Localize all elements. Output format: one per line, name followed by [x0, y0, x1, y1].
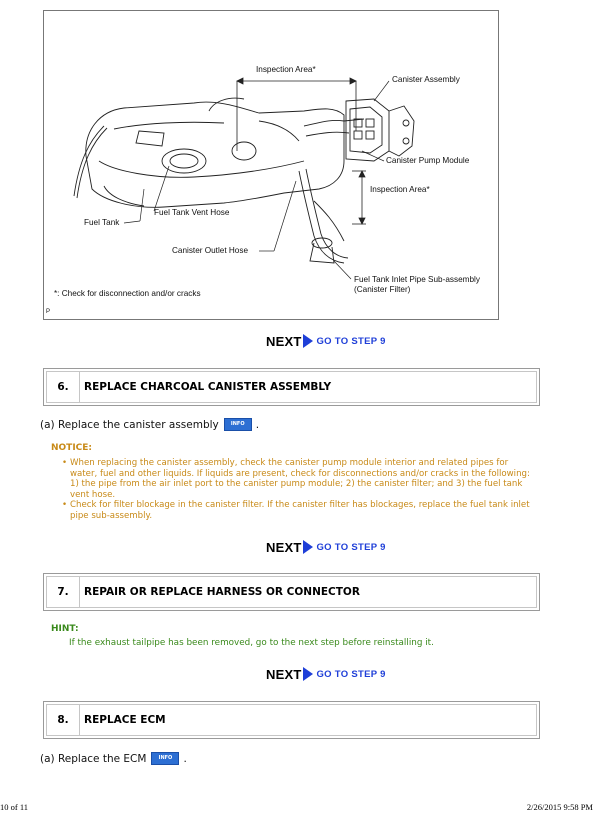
info-button[interactable]: INFO	[224, 418, 252, 431]
next-label: NEXT	[266, 666, 302, 682]
step-7-header	[43, 573, 540, 611]
arrow-right-icon	[303, 667, 313, 681]
period: .	[183, 752, 187, 765]
label-inspection-area-top: Inspection Area*	[256, 65, 316, 74]
label-canister-assembly: Canister Assembly	[392, 75, 460, 84]
instruction-text: (a) Replace the canister assembly	[40, 418, 219, 431]
notice-list	[62, 458, 532, 522]
arrow-right-icon	[303, 540, 313, 554]
step-title: REPLACE CHARCOAL CANISTER ASSEMBLY	[84, 381, 332, 393]
go-to-step-label: GO TO STEP 9	[316, 335, 386, 347]
step-6-header	[43, 368, 540, 406]
notice-item: • When replacing the canister assembly, check the canister pump module interior and related pipes for water, fuel and other liquids. If liquids are present, check for disconnections and/or cracks in the following: 1) the pipe from the air inlet port to the canister pump module; 2) the canister filter; and 3) the fuel tank vent hose.	[62, 458, 532, 500]
notice-heading: NOTICE:	[51, 443, 93, 453]
step-6-instruction	[40, 418, 259, 431]
step-title: REPLACE ECM	[84, 714, 166, 726]
next-go-to-step-9-link[interactable]	[266, 539, 386, 555]
step-number: 7.	[47, 577, 80, 607]
next-go-to-step-9-link[interactable]	[266, 666, 386, 682]
print-timestamp: 2/26/2015 9:58 PM	[526, 802, 593, 812]
next-label: NEXT	[266, 333, 302, 349]
info-button[interactable]: INFO	[151, 752, 179, 765]
step-8-header	[43, 701, 540, 739]
label-fuel-tank: Fuel Tank	[84, 218, 120, 227]
instruction-text: (a) Replace the ECM	[40, 752, 147, 765]
arrow-right-icon	[303, 334, 313, 348]
label-inlet-pipe-line1: Fuel Tank Inlet Pipe Sub-assembly	[354, 275, 480, 284]
notice-item: • Check for filter blockage in the canister filter. If the canister filter has blockages, replace the fuel tank inlet pipe sub-assembly.	[62, 500, 532, 521]
step-title: REPAIR OR REPLACE HARNESS OR CONNECTOR	[84, 586, 360, 598]
fuel-system-diagram	[43, 10, 499, 320]
label-inspection-area-right: Inspection Area*	[370, 185, 430, 194]
figure-corner-code: P	[46, 309, 51, 315]
go-to-step-label: GO TO STEP 9	[316, 668, 386, 680]
label-canister-outlet-hose: Canister Outlet Hose	[172, 246, 248, 255]
period: .	[255, 418, 260, 431]
label-inlet-pipe-line2: (Canister Filter)	[354, 285, 411, 294]
figure-footnote: *: Check for disconnection and/or cracks	[54, 289, 201, 298]
step-8-instruction	[40, 752, 187, 765]
hint-text: If the exhaust tailpipe has been removed, go to the next step before reinstalling it.	[69, 638, 434, 648]
step-number: 8.	[47, 705, 80, 735]
next-label: NEXT	[266, 539, 302, 555]
hint-heading: HINT:	[51, 624, 79, 634]
next-go-to-step-9-link[interactable]	[266, 333, 386, 349]
page-counter: 10 of 11	[0, 802, 29, 812]
go-to-step-label: GO TO STEP 9	[316, 541, 386, 553]
step-number: 6.	[47, 372, 80, 402]
label-fuel-tank-vent-hose: Fuel Tank Vent Hose	[154, 208, 230, 217]
label-canister-pump-module: Canister Pump Module	[386, 156, 470, 165]
